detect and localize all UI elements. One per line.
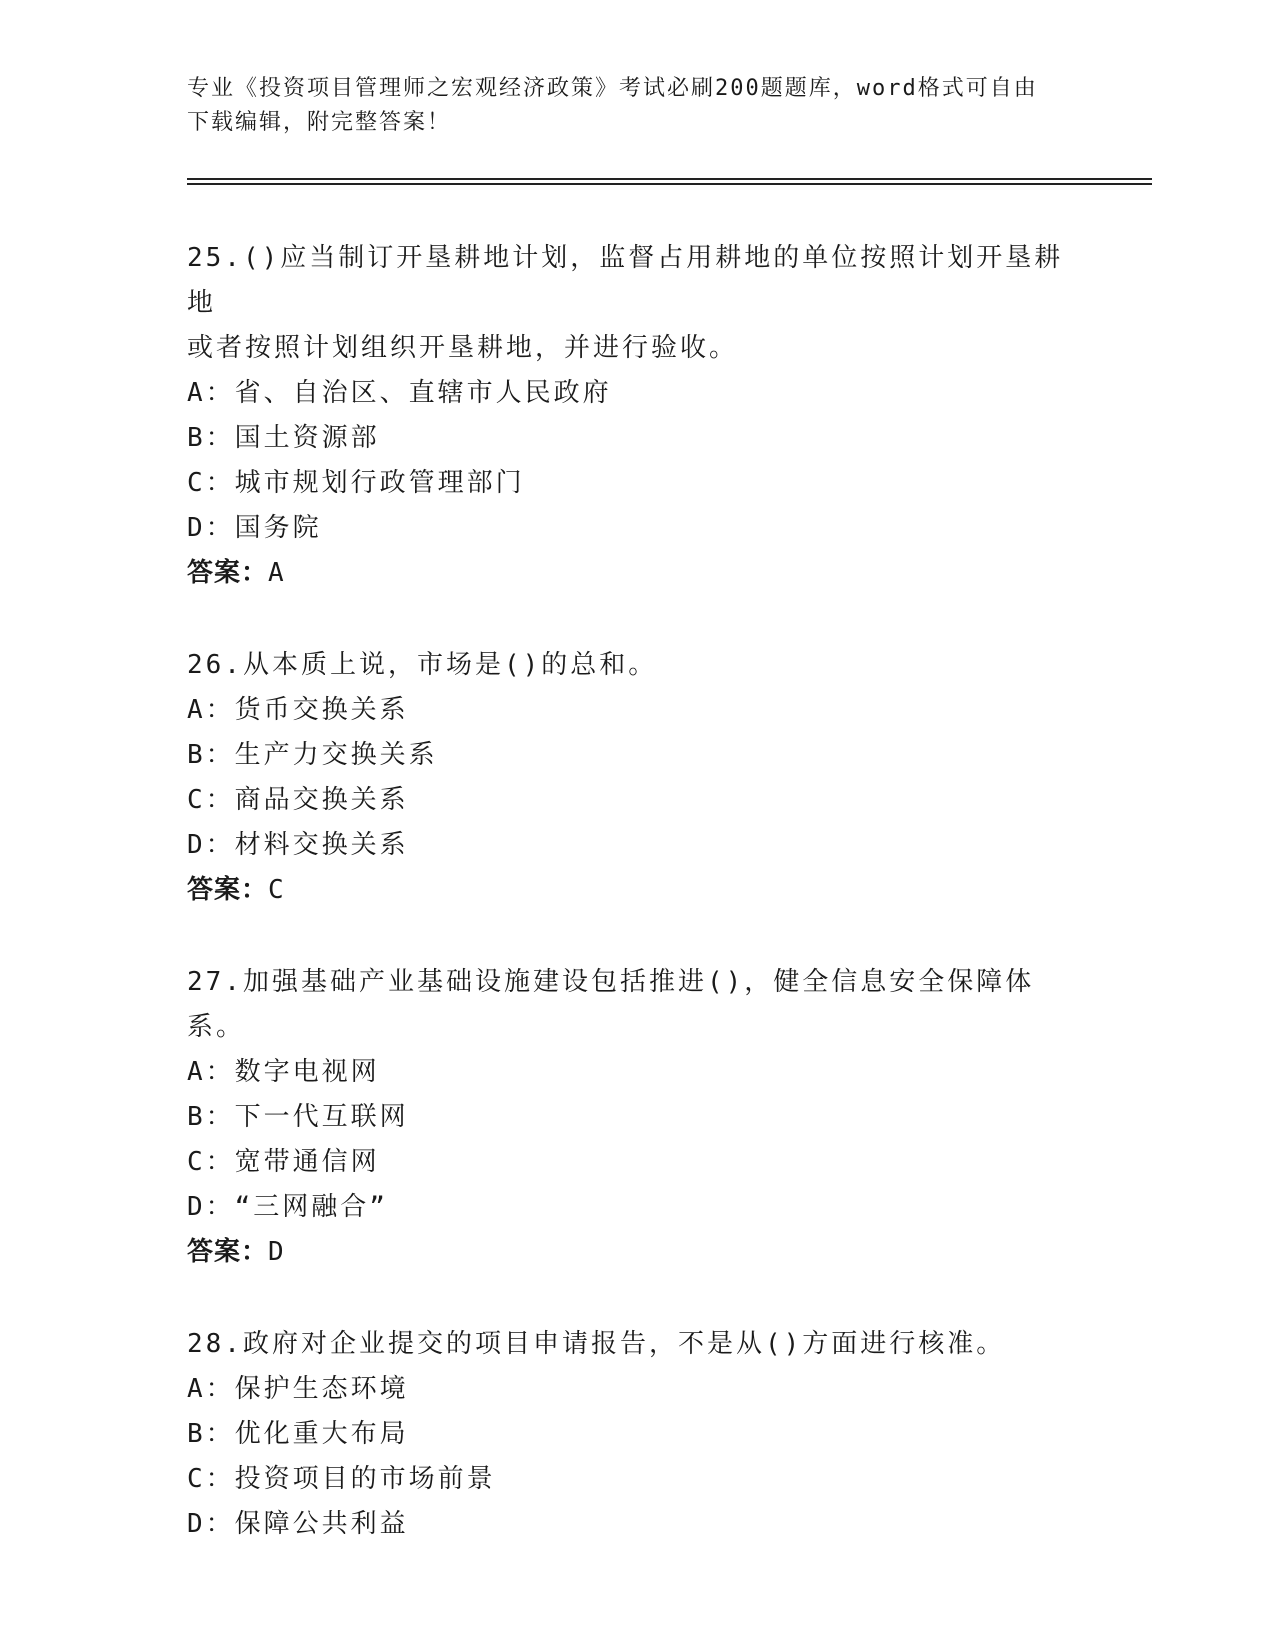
option-d: D：“三网融合” bbox=[187, 1192, 388, 1222]
answer-label: 答案： bbox=[187, 875, 269, 905]
option-d: D：材料交换关系 bbox=[187, 830, 409, 860]
answer-value: C bbox=[268, 875, 285, 905]
option-c: C：城市规划行政管理部门 bbox=[187, 468, 525, 498]
answer-value: D bbox=[268, 1237, 285, 1267]
answer bbox=[187, 868, 1087, 913]
question-27 bbox=[187, 960, 1087, 1275]
question-stem: 25.()应当制订开垦耕地计划，监督占用耕地的单位按照计划开垦耕地 bbox=[187, 243, 1064, 318]
answer-label: 答案： bbox=[187, 558, 269, 588]
option-a: A：省、自治区、直辖市人民政府 bbox=[187, 378, 612, 408]
option-a: A：货币交换关系 bbox=[187, 695, 409, 725]
question-stem: 28.政府对企业提交的项目申请报告，不是从()方面进行核准。 bbox=[187, 1329, 1006, 1359]
header-divider-top bbox=[187, 178, 1152, 180]
option-d: D：保障公共利益 bbox=[187, 1509, 409, 1539]
option-b: B：优化重大布局 bbox=[187, 1419, 409, 1449]
header-divider-bottom bbox=[187, 183, 1152, 185]
question-28 bbox=[187, 1322, 1087, 1547]
question-stem: 27.加强基础产业基础设施建设包括推进()，健全信息安全保障体系。 bbox=[187, 967, 1035, 1042]
option-c: C：宽带通信网 bbox=[187, 1147, 380, 1177]
answer bbox=[187, 1230, 1087, 1275]
option-a: A：数字电视网 bbox=[187, 1057, 380, 1087]
answer-label: 答案： bbox=[187, 1237, 269, 1267]
option-b: B：国土资源部 bbox=[187, 423, 380, 453]
option-c: C：投资项目的市场前景 bbox=[187, 1464, 496, 1494]
question-25 bbox=[187, 236, 1087, 596]
answer-value: A bbox=[268, 558, 285, 588]
option-b: B：下一代互联网 bbox=[187, 1102, 409, 1132]
option-b: B：生产力交换关系 bbox=[187, 740, 438, 770]
header-line-2: 下载编辑，附完整答案！ bbox=[187, 110, 452, 135]
question-26 bbox=[187, 643, 1087, 913]
question-stem-continued: 或者按照计划组织开垦耕地，并进行验收。 bbox=[187, 333, 739, 363]
option-d: D：国务院 bbox=[187, 513, 322, 543]
option-c: C：商品交换关系 bbox=[187, 785, 409, 815]
question-list bbox=[187, 236, 1087, 1547]
header-line-1: 专业《投资项目管理师之宏观经济政策》考试必刷200题题库，word格式可自由 bbox=[187, 76, 1038, 101]
question-stem: 26.从本质上说，市场是()的总和。 bbox=[187, 650, 658, 680]
document-header bbox=[187, 72, 1087, 140]
answer bbox=[187, 551, 1087, 596]
option-a: A：保护生态环境 bbox=[187, 1374, 409, 1404]
